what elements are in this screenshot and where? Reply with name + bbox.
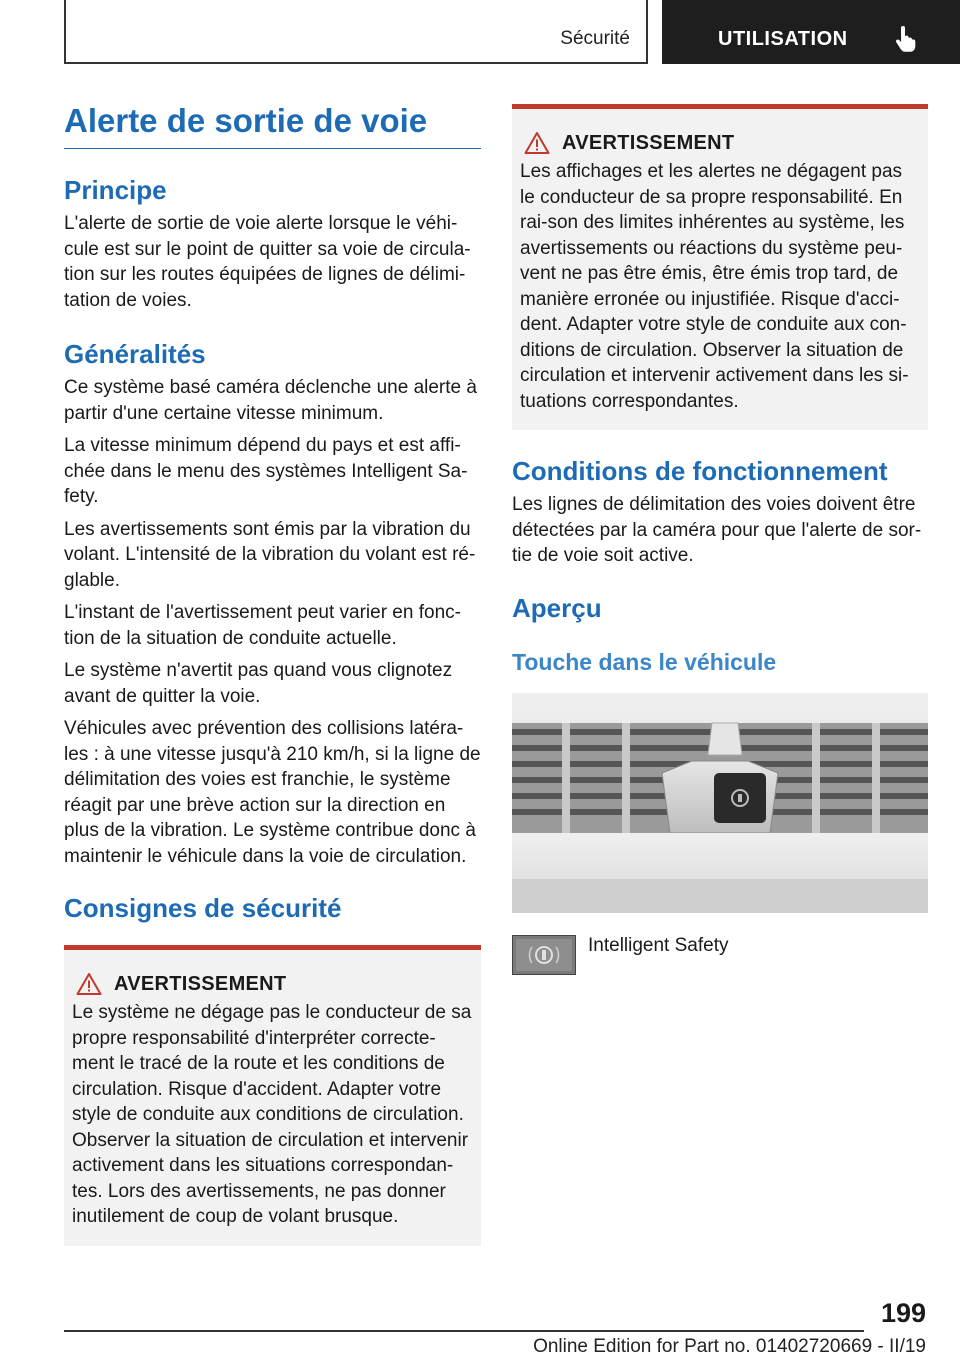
left-column [64, 100, 481, 1246]
intelligent-safety-label: Intelligent Safety [588, 934, 729, 956]
generalites-paragraph: Véhicules avec prévention des collisions latéra-les : à une vitesse jusqu'à 210 km/h, si la ligne de délimitation des voies est franchie, le système réagit par une brève action sur la direction en plus de la vibration. Le système contribue donc à maintenir le véhicule dans la voie de circulation. [64, 718, 481, 867]
vehicle-button-photo [512, 693, 928, 913]
apercu-heading: Aperçu [512, 592, 602, 623]
button-legend [512, 935, 928, 975]
intelligent-safety-icon [512, 935, 576, 975]
warning-box [512, 104, 928, 430]
header-section-label: Sécurité [560, 28, 630, 49]
generalites-heading: Généralités [64, 339, 206, 369]
consignes-heading: Consignes de sécurité [64, 893, 342, 923]
warning-box [64, 945, 481, 1246]
page-number: 199 [880, 1298, 926, 1328]
page-title: Alerte de sortie de voie [64, 100, 481, 149]
principe-heading: Principe [64, 175, 167, 205]
warning-text: Le système ne dégage pas le conducteur de sa propre responsabilité d'interpréter correcte-ment le tracé de la route et les conditions de circulation. Risque d'accident. Adapter votre style de conduite aux conditions de circulation. Observer la situation de circulation et intervenir activement dans les situations correspondan-tes. Lors des avertissements, ne pas donner inutilement de coup de volant brusque. [72, 1002, 472, 1227]
warning-triangle-icon [76, 972, 102, 996]
generalites-paragraph: Les avertissements sont émis par la vibration du volant. L'intensité de la vibration du volant est ré-glable. [64, 518, 476, 591]
footer-divider [64, 1330, 864, 1332]
principe-text: L'alerte de sortie de voie alerte lorsque le véhi-cule est sur le point de quitter sa voie de circula-tion sur les routes équipées de lignes de délimi-tation de voies. [64, 213, 471, 311]
warning-title: AVERTISSEMENT [562, 131, 735, 154]
warning-title: AVERTISSEMENT [114, 972, 287, 995]
warning-header [72, 972, 473, 996]
header-chapter-tab [662, 0, 960, 64]
generalites-paragraph: La vitesse minimum dépend du pays et est affi-chée dans le menu des systèmes Intelligent Sa-fety. [64, 435, 468, 507]
touche-subheading: Touche dans le véhicule [512, 648, 777, 675]
conditions-heading: Conditions de fonctionnement [512, 456, 888, 486]
footer-edition: Online Edition for Part no. 01402720669 - II/19 [533, 1336, 926, 1357]
generalites-paragraph: Ce système basé caméra déclenche une alerte à partir d'une certaine vitesse minimum. [64, 377, 477, 424]
generalites-paragraph: Le système n'avertit pas quand vous clignotez avant de quitter la voie. [64, 660, 453, 707]
warning-text: Les affichages et les alertes ne dégagent pas le conducteur de sa propre responsabilité. En rai-son des limites inhérentes au système, les avertissements ou réactions du système peu-vent ne pas être émis, être émis trop tard, de manière erronée ou injustifiée. Risque d'acci-dent. Adapter votre style de conduite aux con-ditions de circulation. Observer la situation de circulation et intervenir activement dans les si-tuations correspondantes. [520, 161, 909, 412]
header-section-box [64, 0, 648, 64]
generalites-paragraph: L'instant de l'avertissement peut varier en fonc-tion de la situation de conduite actuelle. [64, 602, 461, 649]
hand-pointer-icon [894, 26, 916, 52]
header-chapter-label: UTILISATION [718, 28, 848, 50]
warning-triangle-icon [524, 131, 550, 155]
conditions-text: Les lignes de délimitation des voies doivent être détectées par la caméra pour que l'alerte de sor-tie de voie soit active. [512, 494, 922, 566]
right-column [512, 104, 928, 975]
warning-header [520, 131, 920, 155]
